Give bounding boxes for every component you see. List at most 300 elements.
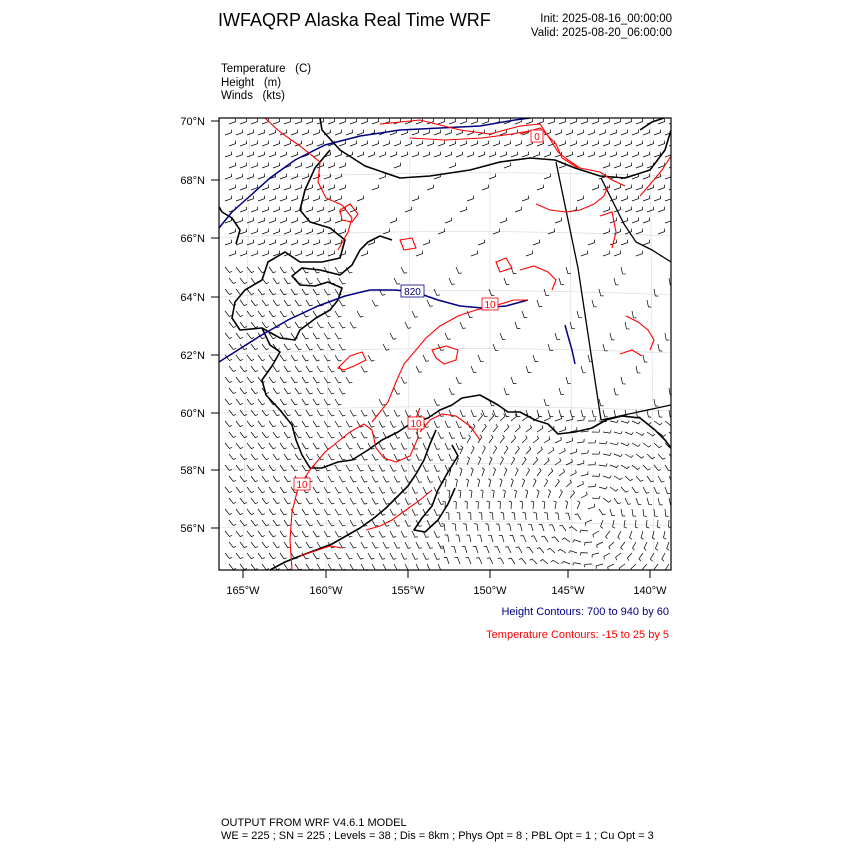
wind-barb <box>438 141 445 146</box>
wind-barb <box>379 174 386 179</box>
wind-barb <box>603 229 610 234</box>
wind-barb <box>229 185 236 190</box>
wind-barb <box>258 289 265 295</box>
wind-barb <box>236 465 243 471</box>
wind-barb <box>434 553 440 559</box>
init-time: Init: 2025-08-16_00:00:00 <box>540 13 672 25</box>
wind-barb <box>306 366 313 372</box>
wind-barb <box>361 476 367 482</box>
lat-label-58: 58°N <box>180 465 205 477</box>
wind-barb <box>614 119 621 124</box>
wind-barb <box>357 553 363 559</box>
wind-barb <box>517 524 522 531</box>
wind-barb <box>357 465 363 471</box>
wind-barb <box>581 450 588 454</box>
wind-barb <box>522 311 527 318</box>
wind-barb <box>412 152 419 157</box>
wind-barb <box>306 278 313 284</box>
wind-barb <box>295 388 302 394</box>
wind-barb <box>269 443 276 449</box>
wind-barb <box>335 152 342 157</box>
wind-barb <box>427 141 434 146</box>
wind-barb <box>313 152 320 157</box>
wind-barb <box>636 163 643 168</box>
wind-barb <box>625 322 630 329</box>
wind-barb <box>361 432 367 438</box>
wind-barb <box>240 163 247 168</box>
wind-barb <box>225 487 232 493</box>
wind-barb <box>434 443 440 449</box>
wind-barb <box>357 130 364 135</box>
wind-barb <box>449 278 455 284</box>
wind-barb <box>636 454 644 458</box>
wind-barb <box>295 542 302 548</box>
wind-barb <box>273 498 280 504</box>
wind-barb <box>236 377 243 383</box>
wind-barb <box>383 410 389 416</box>
wind-barb <box>467 130 474 135</box>
wind-barb <box>618 531 621 539</box>
wind-barb <box>445 130 452 135</box>
wind-barb <box>647 432 655 436</box>
wind-barb <box>632 421 640 424</box>
wind-barb <box>632 443 640 447</box>
wind-barb <box>328 344 335 350</box>
wind-barb <box>416 542 422 548</box>
wind-barb <box>240 229 247 234</box>
wind-barb <box>504 424 509 432</box>
wind-barb <box>335 218 342 223</box>
wind-barb <box>335 531 342 537</box>
wind-barb <box>643 174 650 179</box>
wind-barb <box>284 119 291 124</box>
wind-barb <box>262 251 269 256</box>
wind-barb <box>306 498 313 504</box>
wind-barb <box>610 152 617 157</box>
wind-barb <box>496 524 500 531</box>
wind-barb <box>505 547 511 553</box>
wind-barb <box>654 509 658 517</box>
wind-barb <box>390 152 397 157</box>
wind-barb <box>614 498 621 504</box>
wind-barb <box>317 366 324 372</box>
wind-barb <box>236 487 243 493</box>
wind-barb <box>357 443 363 449</box>
wind-barb <box>533 513 537 521</box>
wind-barb <box>544 415 550 421</box>
wind-barb <box>492 490 495 498</box>
wind-barb <box>401 377 407 383</box>
wind-barb <box>515 425 520 432</box>
wind-barb <box>401 152 408 157</box>
wind-barb <box>555 333 560 340</box>
wind-barb <box>401 553 407 559</box>
wind-barb <box>361 366 367 372</box>
wind-barb <box>559 278 564 285</box>
wind-barb <box>501 512 504 520</box>
wind-barb <box>610 420 618 423</box>
wind-barb <box>339 388 346 394</box>
wind-barb <box>423 553 429 559</box>
wind-barb <box>511 479 513 487</box>
wind-barb <box>482 119 489 124</box>
wind-barb <box>291 531 298 537</box>
wind-barb <box>515 468 518 476</box>
wind-barb <box>368 509 374 515</box>
wind-barb <box>240 251 247 256</box>
wind-barb <box>515 141 522 146</box>
wind-barb <box>240 119 247 124</box>
wind-barb <box>643 130 650 135</box>
wind-barb <box>368 152 375 157</box>
wind-barb <box>379 487 385 493</box>
wind-barb <box>372 564 378 570</box>
wind-barb <box>667 542 670 550</box>
wind-barb <box>500 479 503 487</box>
wind-barb <box>262 542 269 548</box>
temperature-contour-note: Temperature Contours: -15 to 25 by 5 <box>486 629 669 641</box>
wind-barb <box>350 410 356 416</box>
wind-barb <box>537 185 544 190</box>
wind-barb <box>258 218 265 223</box>
wind-barb <box>471 410 477 417</box>
wind-barb <box>346 487 352 493</box>
wind-barb <box>658 344 662 351</box>
wind-barb <box>350 322 356 328</box>
wind-barb <box>313 355 320 361</box>
wind-barb <box>240 432 247 438</box>
wind-barb <box>328 322 335 328</box>
wind-barb <box>306 388 313 394</box>
wind-barb <box>247 465 254 471</box>
wind-barb <box>570 410 575 417</box>
wind-barb <box>295 229 302 234</box>
wind-barb <box>551 560 559 564</box>
wind-barb <box>350 542 356 548</box>
wind-barb <box>423 152 430 157</box>
wind-barb <box>636 432 644 435</box>
wind-barb <box>273 520 280 526</box>
wind-barb <box>390 465 396 471</box>
wind-barb <box>548 410 553 417</box>
wind-barb <box>636 476 643 481</box>
wind-barb <box>247 377 254 383</box>
wind-barb <box>467 535 472 542</box>
temp-label-10-c <box>294 478 310 491</box>
wind-barb <box>643 509 647 516</box>
wind-barb <box>427 300 433 306</box>
lon-label-160: 160°W <box>309 585 343 597</box>
wind-barb <box>251 564 258 570</box>
wind-barb <box>273 141 280 146</box>
wind-barb <box>531 501 534 509</box>
wind-barb <box>588 418 596 421</box>
wind-barb <box>482 468 485 476</box>
wind-barb <box>601 520 604 528</box>
wind-barb <box>262 322 269 328</box>
wind-barb <box>372 498 378 504</box>
wind-barb <box>570 490 575 498</box>
wind-barb <box>438 432 444 438</box>
wind-barb <box>280 218 287 223</box>
wind-barb <box>588 484 596 487</box>
wind-barbs <box>225 119 677 573</box>
wind-barb <box>229 163 236 168</box>
wind-barb <box>658 141 665 146</box>
wind-barb <box>621 465 629 469</box>
wind-barb <box>488 535 493 542</box>
wind-barb <box>463 524 467 531</box>
wind-barb <box>530 559 537 564</box>
wind-barb <box>335 130 342 135</box>
wind-barb <box>324 355 331 361</box>
wind-barb <box>625 476 633 481</box>
wind-barb <box>313 399 320 405</box>
wind-barb <box>258 531 265 537</box>
wind-barb <box>251 432 258 438</box>
wind-barb <box>632 465 640 470</box>
wind-barb <box>324 531 331 537</box>
wind-barb <box>566 480 571 487</box>
wind-barb <box>533 479 536 487</box>
wind-barb <box>229 344 236 350</box>
lat-label-60: 60°N <box>180 408 205 420</box>
wind-barb <box>581 366 586 373</box>
wind-barb <box>262 476 269 482</box>
wind-barb <box>368 465 374 471</box>
wind-barb <box>229 410 236 416</box>
wind-barb <box>339 410 346 416</box>
wind-barb <box>240 454 247 460</box>
wind-barb <box>449 119 456 124</box>
wind-barb <box>537 425 543 432</box>
wind-barb <box>335 421 342 427</box>
wind-barb <box>482 141 489 146</box>
wind-barb <box>346 443 352 449</box>
wind-barb <box>610 487 618 491</box>
wind-barb <box>547 548 555 553</box>
wind-barb <box>625 119 632 124</box>
wind-barb <box>229 251 236 256</box>
wind-barb <box>317 251 324 256</box>
wind-barb <box>544 399 549 406</box>
wind-barb <box>280 152 287 157</box>
wind-barb <box>361 454 367 460</box>
wind-barb <box>632 130 639 135</box>
wind-barb <box>225 267 232 273</box>
wind-barb <box>313 487 320 493</box>
wind-barb <box>654 399 658 406</box>
wind-barb <box>606 531 610 539</box>
model-version: OUTPUT FROM WRF V4.6.1 MODEL <box>221 817 407 829</box>
wind-barb <box>603 141 610 146</box>
wind-barb <box>302 531 309 537</box>
wind-barb <box>485 524 489 531</box>
wind-barb <box>335 311 342 317</box>
wind-barb <box>592 185 599 190</box>
wind-barb <box>537 468 541 476</box>
wind-barb <box>295 344 302 350</box>
wind-barb <box>581 410 586 417</box>
wind-barb <box>339 185 346 190</box>
wind-barb <box>544 289 549 296</box>
wind-barb <box>632 218 639 223</box>
wind-barb <box>603 251 610 256</box>
wind-barb <box>471 366 477 373</box>
wind-barb <box>295 564 302 570</box>
wind-barb <box>610 130 617 135</box>
wind-barb <box>405 410 411 416</box>
wind-barb <box>599 130 606 135</box>
wind-barb <box>350 432 356 438</box>
wind-barb <box>302 240 309 245</box>
wind-barb <box>630 531 633 539</box>
wind-barb <box>357 531 363 537</box>
wind-barb <box>225 509 232 515</box>
wind-barb <box>621 240 628 245</box>
wind-barb <box>295 163 302 168</box>
wind-barb <box>361 542 367 548</box>
wind-barb <box>317 322 324 328</box>
wind-barb <box>493 141 500 146</box>
wind-barb <box>346 553 352 559</box>
wind-barb <box>339 163 346 168</box>
lon-label-150: 150°W <box>473 585 507 597</box>
wind-barb <box>559 119 566 124</box>
wind-barb <box>596 564 603 569</box>
wind-barb <box>247 531 254 537</box>
wind-barb <box>357 509 363 515</box>
svg-text:10: 10 <box>296 480 308 491</box>
wind-barb <box>493 344 499 351</box>
wind-barb <box>511 377 516 384</box>
wind-barb <box>669 119 676 124</box>
wind-barb <box>225 377 232 383</box>
wind-barb <box>236 553 243 559</box>
wind-barb <box>416 454 422 460</box>
wind-barb <box>447 490 450 498</box>
wind-barb <box>460 141 467 146</box>
wind-barb <box>229 542 236 548</box>
wind-barb <box>427 542 433 548</box>
wind-barb <box>636 119 643 124</box>
wind-barb <box>616 553 621 560</box>
wind-barb <box>284 564 291 570</box>
wind-barb <box>280 531 287 537</box>
wind-barb <box>258 196 265 201</box>
lat-label-68: 68°N <box>180 175 205 187</box>
wind-barb <box>295 185 302 190</box>
wind-barb <box>295 366 302 372</box>
wind-barb <box>476 501 479 509</box>
wind-barb <box>273 366 280 372</box>
wind-barb <box>225 240 232 245</box>
wind-barb <box>324 240 331 245</box>
wind-barb <box>416 366 422 372</box>
wind-barb <box>458 490 461 498</box>
wind-barb <box>592 451 600 454</box>
wind-barb <box>479 512 482 520</box>
wind-barb <box>449 163 456 168</box>
wind-barb <box>498 558 504 564</box>
wind-barb <box>394 141 401 146</box>
wind-barb <box>569 527 577 531</box>
wind-barb <box>269 152 276 157</box>
wind-barb <box>632 487 639 493</box>
wind-barb <box>460 410 466 416</box>
lon-label-155: 155°W <box>391 585 425 597</box>
wind-barb <box>251 476 258 482</box>
wind-barb <box>379 152 386 157</box>
wind-barb <box>580 553 588 556</box>
wind-barb <box>647 410 651 417</box>
wind-barb <box>251 498 258 504</box>
wind-barb <box>427 564 433 570</box>
wind-barb <box>379 399 385 405</box>
wind-barb <box>372 542 378 548</box>
wind-barb <box>603 430 611 433</box>
temp-label-10-b <box>408 417 424 430</box>
wind-barb <box>451 546 456 553</box>
wind-barb <box>324 289 331 295</box>
wind-barb <box>284 454 291 460</box>
wind-barb <box>335 399 342 405</box>
wind-barb <box>328 185 335 190</box>
wind-barb <box>273 207 280 212</box>
wind-barb <box>273 278 280 284</box>
wind-barb <box>581 492 587 498</box>
wind-barb <box>522 152 529 157</box>
wind-barb <box>636 498 641 505</box>
wind-barb <box>247 333 254 339</box>
wind-barb <box>434 531 440 537</box>
wind-barb <box>603 344 608 351</box>
wind-barb <box>269 487 276 493</box>
field-winds: Winds (kts) <box>221 90 285 102</box>
wind-barb <box>225 174 232 179</box>
wind-barb <box>510 535 515 542</box>
wind-barb <box>306 251 313 256</box>
wind-barb <box>445 152 452 157</box>
wind-barb <box>610 465 618 468</box>
wind-barb <box>500 218 507 223</box>
wind-barb <box>526 547 533 553</box>
wind-barb <box>291 465 298 471</box>
wind-barb <box>284 498 291 504</box>
wind-barb <box>449 432 455 438</box>
map-area <box>218 118 677 572</box>
wind-barb <box>350 141 357 146</box>
wind-barb <box>280 421 287 427</box>
wind-barb <box>368 487 374 493</box>
wind-barb <box>339 344 346 350</box>
wind-barb <box>313 553 320 559</box>
wind-barb <box>477 479 480 487</box>
wind-barb <box>302 289 309 295</box>
wind-barb <box>247 311 254 317</box>
wind-barb <box>273 454 280 460</box>
wind-barb <box>500 435 504 443</box>
wind-barb <box>306 163 313 168</box>
wind-barb <box>324 218 331 223</box>
wind-barb <box>526 468 530 476</box>
wind-barb <box>489 435 493 443</box>
wind-barb <box>658 185 665 190</box>
wind-barb <box>346 130 353 135</box>
map-title: IWFAQRP Alaska Real Time WRF <box>218 10 491 30</box>
wind-barb <box>306 141 313 146</box>
wind-barb <box>467 435 471 443</box>
